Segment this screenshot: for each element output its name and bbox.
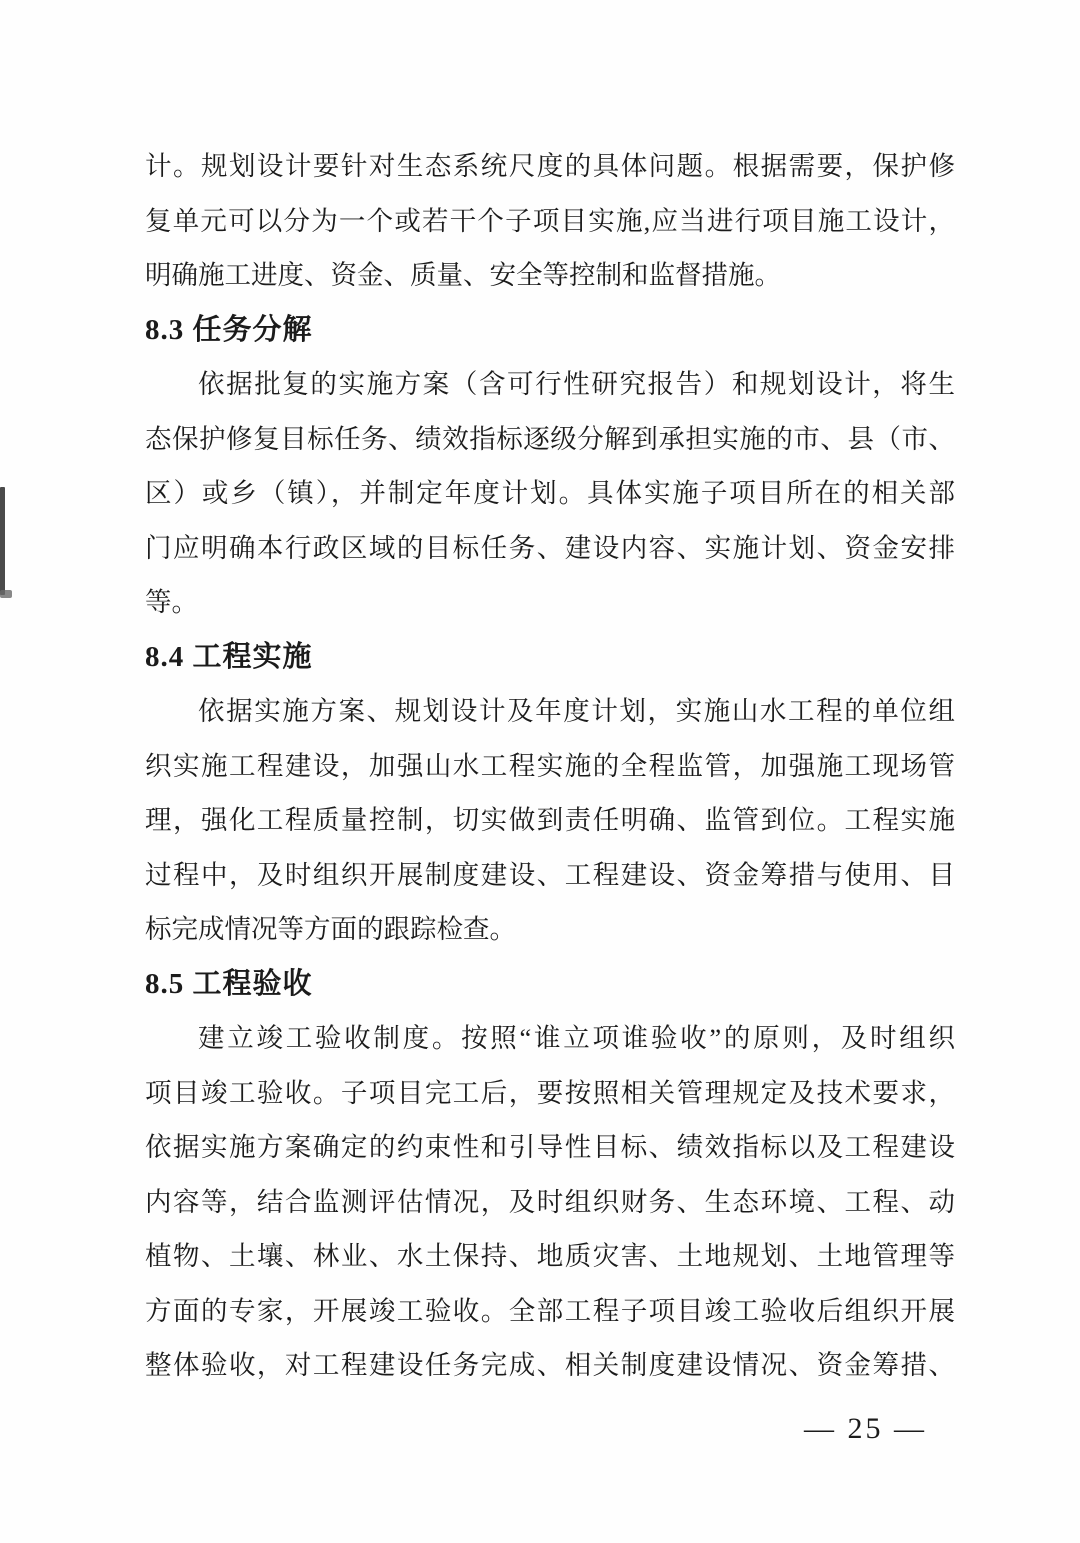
text-line: 项目竣工验收。子项目完工后，要按照相关管理规定及技术要求， [145, 1077, 955, 1108]
text-line: 复单元可以分为一个或若干个子项目实施,应当进行项目施工设计， [145, 205, 955, 236]
text-line: 植物、土壤、林业、水土保持、地质灾害、土地规划、土地管理等 [145, 1241, 955, 1271]
section-heading: 8.3 任务分解 [145, 313, 313, 346]
text-line: 计。规划设计要针对生态系统尺度的具体问题。根据需要，保护修 [145, 151, 955, 181]
text-line: 门应明确本行政区域的目标任务、建设内容、实施计划、资金安排 [145, 532, 955, 563]
text-line: 织实施工程建设，加强山水工程实施的全程监管，加强施工现场管 [145, 750, 955, 781]
text-line: 标完成情况等方面的跟踪检查。 [145, 914, 516, 944]
document-body [145, 139, 955, 1393]
text-line: 理，强化工程质量控制，切实做到责任明确、监管到位。工程实施 [145, 805, 955, 835]
section-heading: 8.5 工程验收 [145, 967, 313, 1000]
scan-artifact-bar [0, 487, 5, 595]
text-line: 依据实施方案确定的约束性和引导性目标、绩效指标以及工程建设 [145, 1132, 955, 1162]
text-line: 过程中，及时组织开展制度建设、工程建设、资金筹措与使用、目 [145, 859, 955, 890]
text-line: 整体验收，对工程建设任务完成、相关制度建设情况、资金筹措、 [145, 1350, 955, 1380]
text-line: 明确施工进度、资金、质量、安全等控制和监督措施。 [145, 260, 781, 290]
text-line: 依据实施方案、规划设计及年度计划，实施山水工程的单位组 [198, 696, 955, 726]
page-number: — 25 — [804, 1412, 927, 1445]
text-line: 方面的专家，开展竣工验收。全部工程子项目竣工验收后组织开展 [145, 1295, 955, 1326]
section-heading: 8.4 工程实施 [145, 640, 313, 673]
scan-artifact-nub [0, 590, 12, 598]
text-line: 依据批复的实施方案（含可行性研究报告）和规划设计，将生 [198, 369, 955, 399]
text-line: 等。 [145, 587, 198, 617]
text-line: 态保护修复目标任务、绩效指标逐级分解到承担实施的市、县（市、 [145, 423, 955, 454]
text-line: 区）或乡（镇），并制定年度计划。具体实施子项目所在的相关部 [145, 478, 955, 508]
text-line: 建立竣工验收制度。按照“谁立项谁验收”的原则，及时组织 [198, 1023, 955, 1053]
text-line: 内容等，结合监测评估情况，及时组织财务、生态环境、工程、动 [145, 1186, 955, 1217]
